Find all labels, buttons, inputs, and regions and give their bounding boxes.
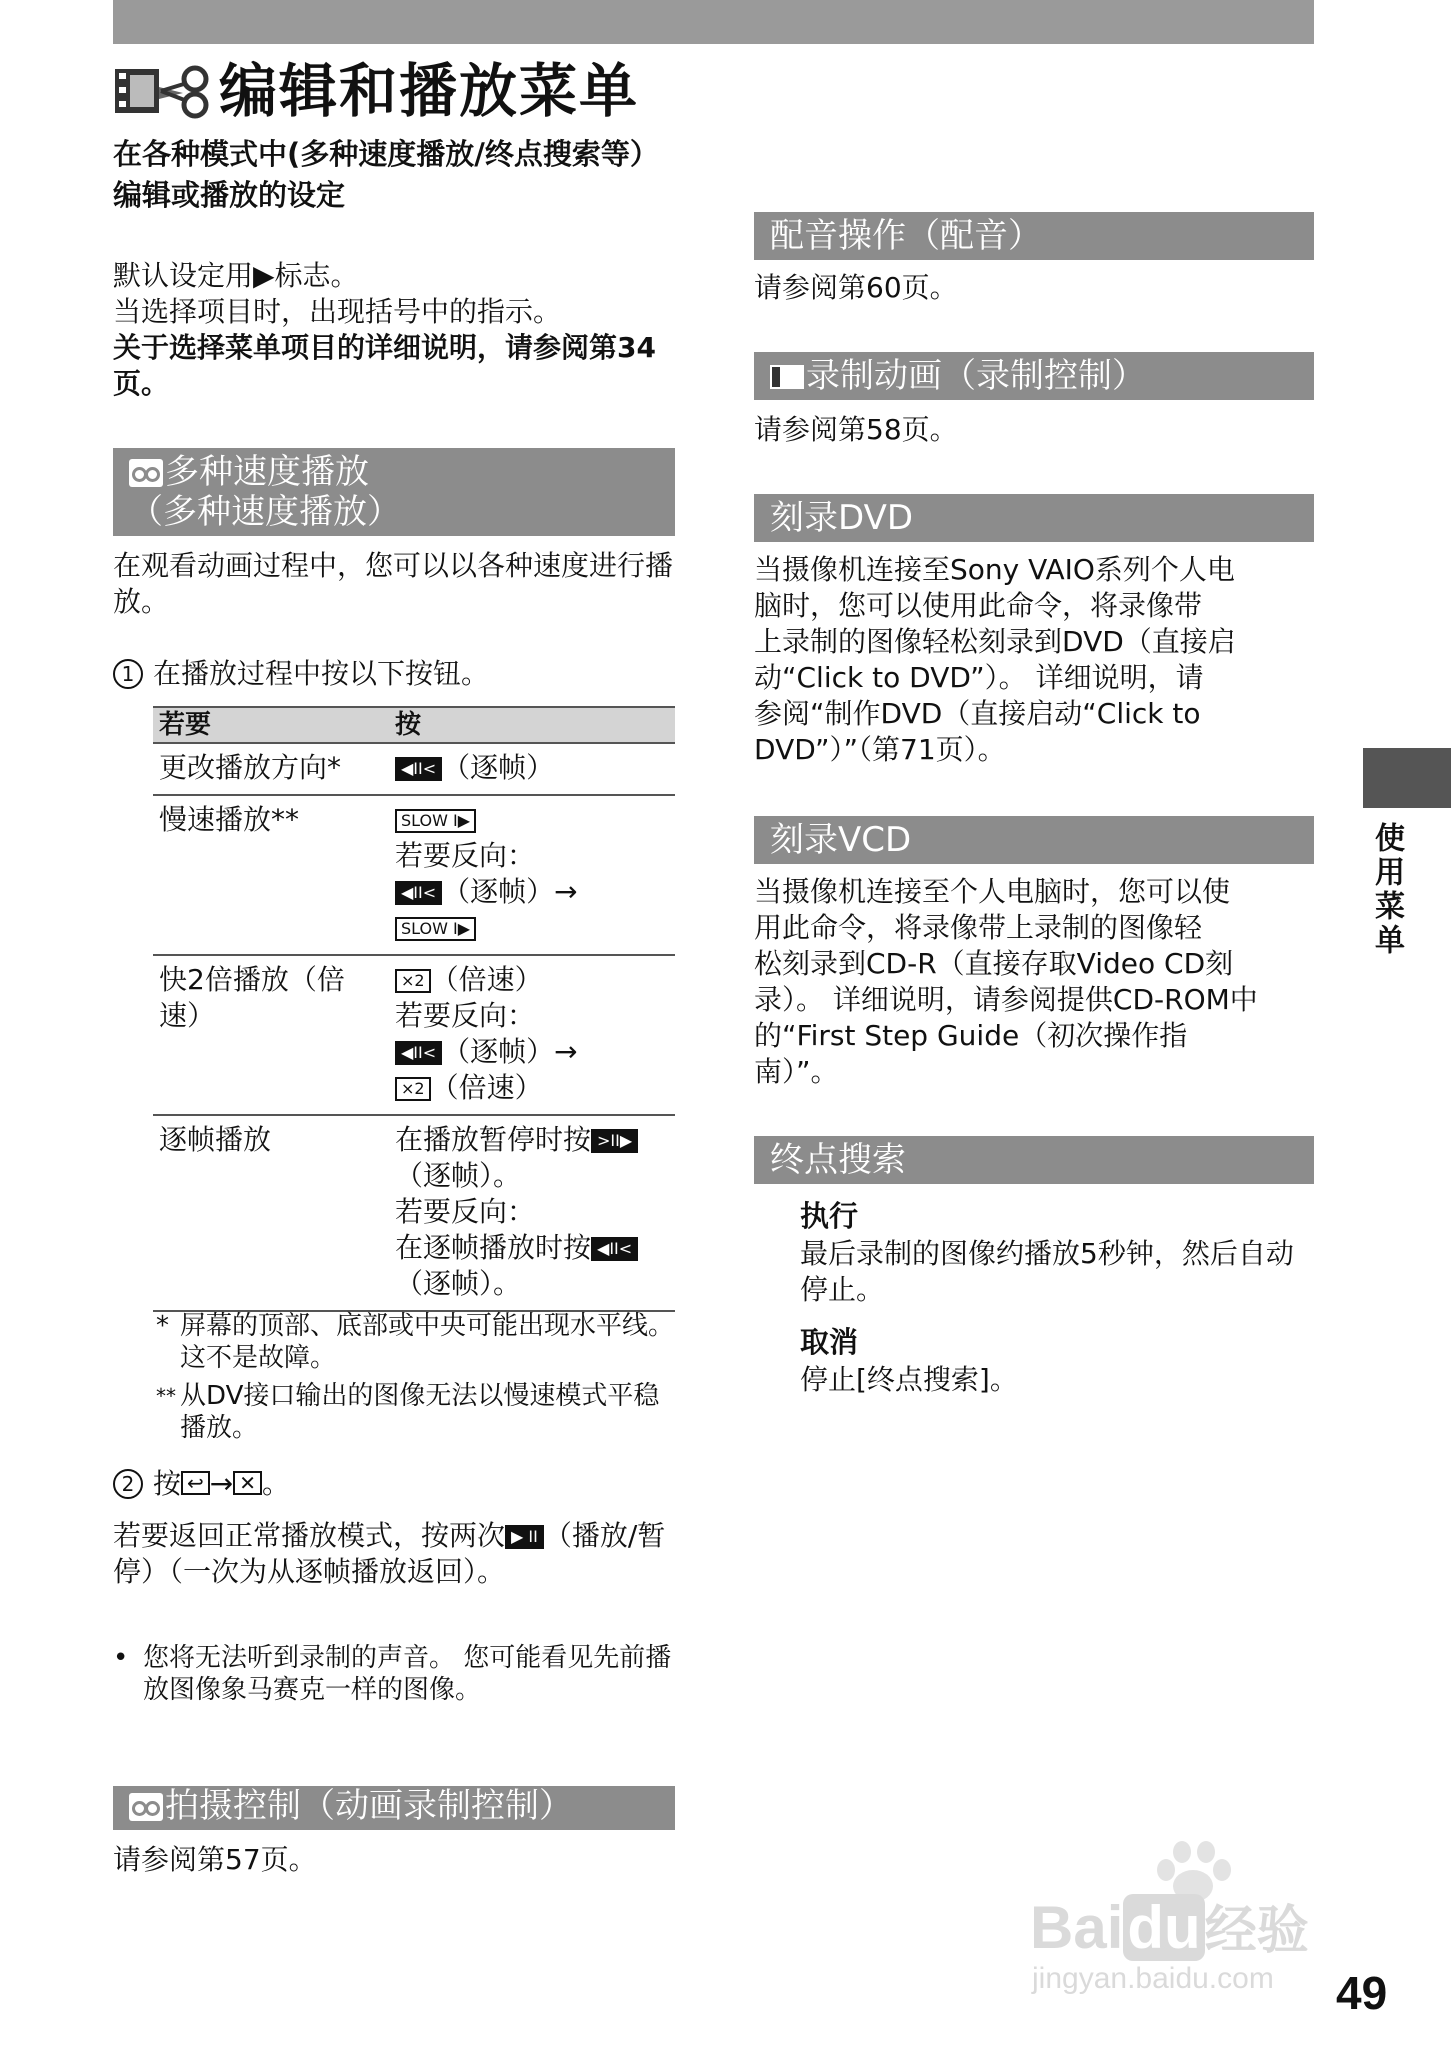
intro-default-note: 默认设定用▶标志。 [113,259,359,292]
multi-speed-description: 在观看动画过程中，您可以以各种速度进行播放。 [113,549,674,618]
table-header-want: 若要 [153,707,389,743]
top-bar [113,0,1314,44]
return-button-icon: ↩ [181,1471,210,1495]
table-row [153,795,675,955]
option-execute-desc: 最后录制的图像约播放5秒钟，然后自动停止。 [800,1237,1294,1306]
table-cell-press [389,955,675,1115]
end-search-options [800,1196,1314,1398]
table-cell-press [389,1115,675,1311]
section-heading-burn-dvd: 刻录DVD [754,494,1314,542]
footnote-mark: ** [156,1384,176,1408]
table-cell-want: 逐帧播放 [159,1123,272,1156]
option-cancel-desc: 停止[终点搜索]。 [800,1363,1018,1396]
rec-control-heading: 拍摄控制（动画录制控制） [165,1786,573,1826]
table-cell-want: 快2倍播放（倍速） [159,963,345,1032]
section-heading-audio-dub: 配音操作（配音） [754,212,1314,260]
step-number: 2 [113,1469,143,1499]
page-title: 编辑和播放菜单 [219,57,640,125]
option-cancel-label: 取消 [800,1325,859,1359]
x2-button-icon: ×2 [395,969,431,993]
footnotes [156,1310,676,1444]
press-text: 若要反向： [395,1195,536,1228]
rec-movie-heading: 录制动画（录制控制） [806,356,1146,396]
table-header-press: 按 [389,707,675,743]
multi-speed-heading-line2: （多种速度播放） [129,492,401,532]
frame-reverse-button-icon: ◀II< [395,1041,442,1065]
table-cell-want: 慢速播放** [159,803,300,836]
watermark-brand [1030,1888,1309,1963]
press-text: （逐帧） [442,751,555,784]
step-2-prefix: 按 [153,1467,182,1500]
option-execute-label: 执行 [800,1199,859,1233]
text-line: 南）”。 [754,1055,839,1088]
text-line: DVD”）”（第71页）。 [754,733,1006,766]
watermark-brand-b: du [1123,1894,1204,1961]
text-line: 脑时，您可以使用此命令，将录像带 [754,589,1203,622]
watermark-cn: 经验 [1204,1902,1309,1960]
return-text-b: （播放/暂停）（一次为从逐帧播放返回）。 [113,1519,666,1588]
return-text-a: 若要返回正常播放模式，按两次 [113,1519,506,1552]
text-line: 上录制的图像轻松刻录到DVD（直接启 [754,625,1236,658]
text-line: 动“Click to DVD”）。 详细说明，请 [754,661,1204,694]
text-line: 当摄像机连接至个人电脑时，您可以使 [754,875,1231,908]
film-scissors-icon [113,63,213,119]
table-cell-press [389,743,675,795]
play-pause-button-icon: ▶ II [505,1525,544,1549]
watermark-brand-a: Bai [1030,1894,1124,1961]
press-text: （逐帧）。 [395,1159,522,1192]
operation-table [153,706,675,1312]
press-text: 若要反向： [395,999,536,1032]
side-tab-marker [1363,748,1451,808]
footnote-2 [156,1380,676,1444]
step-2-suffix: 。 [262,1467,291,1500]
press-text: （倍速） [430,963,543,996]
watermark-url: jingyan.baidu.com [1032,1962,1274,1995]
step-1 [113,656,673,692]
footnote-mark: * [156,1311,169,1341]
table-cell-want: 更改播放方向* [159,751,342,784]
burn-vcd-text [754,874,1314,1090]
press-text: （逐帧）→ [442,1035,578,1068]
press-text: （逐帧）→ [442,875,578,908]
press-text: 在播放暂停时按 [395,1123,592,1156]
audio-dub-text: 请参阅第60页。 [754,271,958,304]
frame-forward-button-icon: >II▶ [591,1129,638,1153]
operation-table-wrap [153,706,675,1312]
text-line: 录）。 详细说明，请参阅提供CD-ROM中 [754,983,1258,1016]
slow-button-icon: SLOW I▶ [395,917,476,941]
section-heading-multi-speed [113,448,675,536]
intro-indicator-note: 当选择项目时，出现括号中的指示。 [113,295,562,328]
text-line: 的“First Step Guide（初次操作指 [754,1019,1188,1052]
arrow-text: → [209,1467,234,1500]
tape-icon [129,459,163,487]
footnote-1 [156,1310,676,1374]
press-text: 在逐帧播放时按 [395,1231,592,1264]
slow-button-icon: SLOW I▶ [395,809,476,833]
press-text: 若要反向： [395,839,536,872]
footnote-text: 屏幕的顶部、底部或中央可能出现水平线。 这不是故障。 [180,1311,675,1373]
intro-block [113,258,673,402]
step-1-text: 在播放过程中按以下按钮。 [153,657,490,690]
x2-button-icon: ×2 [395,1077,431,1101]
section-heading-end-search: 终点搜索 [754,1136,1314,1184]
section-heading-rec-movie [754,352,1314,400]
burn-dvd-text [754,552,1314,768]
rec-movie-text: 请参阅第58页。 [754,413,958,446]
multi-speed-heading-line1: 多种速度播放 [165,452,369,492]
return-instructions [113,1518,673,1590]
section-heading-rec-control [113,1786,675,1830]
table-row [153,955,675,1115]
frame-reverse-button-icon: ◀II< [395,757,442,781]
text-line: 用此命令，将录像带上录制的图像轻 [754,911,1203,944]
bullet-icon: • [113,1643,129,1673]
memory-card-icon [770,365,804,389]
side-tab-label: 使用菜单 [1369,822,1404,958]
baidu-watermark [1030,1838,1360,1998]
close-button-icon: ✕ [233,1471,262,1495]
text-line: 松刻录到CD-R（直接存取Video CD刻 [754,947,1234,980]
table-row [153,1115,675,1311]
page-title-row [113,56,639,126]
bullet-note [113,1642,673,1706]
press-text: （倍速） [430,1071,543,1104]
step-number: 1 [113,659,143,689]
bullet-text: 您将无法听到录制的声音。 您可能看见先前播放图像象马赛克一样的图像。 [143,1643,672,1705]
text-line: 参阅“制作DVD（直接启动“Click to [754,697,1201,730]
page-number: 49 [1336,1967,1388,2019]
page-subtitle: 在各种模式中(多种速度播放/终点搜索等）编辑或播放的设定 [113,137,659,212]
step-2 [113,1466,673,1502]
tape-icon [129,1793,163,1821]
footnote-text: 从DV接口输出的图像无法以慢速模式平稳播放。 [180,1381,660,1443]
table-row [153,743,675,795]
frame-reverse-button-icon: ◀II< [395,881,442,905]
table-header-row [153,707,675,743]
table-cell-press [389,795,675,955]
rec-control-text: 请参阅第57页。 [113,1843,317,1876]
text-line: 当摄像机连接至Sony VAIO系列个人电 [754,553,1235,586]
frame-reverse-button-icon: ◀II< [591,1237,638,1261]
intro-reference: 关于选择菜单项目的详细说明，请参阅第34页。 [113,331,656,400]
press-text: （逐帧）。 [395,1267,522,1300]
section-heading-burn-vcd: 刻录VCD [754,816,1314,864]
